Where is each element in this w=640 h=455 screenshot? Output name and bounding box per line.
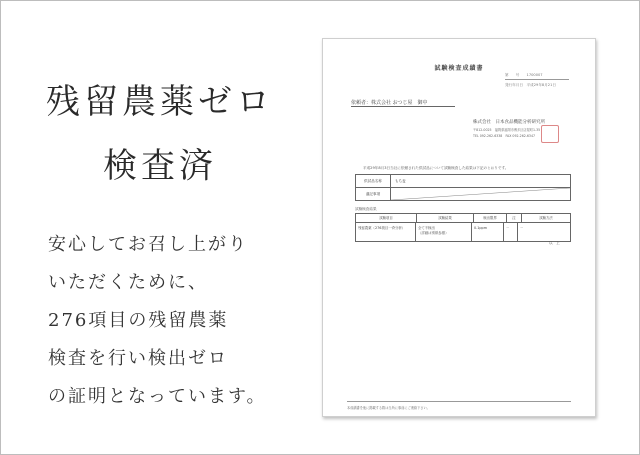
table-row — [356, 223, 570, 241]
table-header-row — [356, 214, 570, 223]
body-line: 検査を行い検出ゼロ — [48, 348, 228, 369]
certificate-number: 第 号 1700007 — [505, 73, 543, 77]
end-mark: 以 上 — [549, 241, 560, 245]
table-row — [356, 188, 570, 200]
table-header-cell: 試験結果 — [417, 214, 474, 222]
table-row — [356, 175, 570, 188]
headline — [20, 70, 300, 198]
table-header-cell: 検出限界 — [474, 214, 507, 222]
address-line: 〒812-0025 福岡県福岡市博多区店屋町1-35 — [473, 128, 541, 132]
table-cell-note: － — [504, 223, 518, 241]
headline-line-2: 検査済 — [103, 146, 217, 186]
body-line: 276項目の残留農薬 — [48, 310, 229, 331]
address-line: TEL 092-262-6338 FAX 092-262-6347 — [473, 133, 536, 138]
table-cell-value: もち麦 — [395, 179, 406, 183]
body-line: の証明となっています。 — [48, 386, 267, 407]
table-header-cell: 試験方法 — [539, 216, 553, 220]
certificate-intro: 平成29年8月3日当社に依頼された供試品について試験検査した結果は下記のとおりです。 — [363, 166, 509, 170]
company-seal-stamp — [541, 125, 559, 143]
body-text — [48, 226, 308, 416]
sample-info-table — [355, 174, 571, 201]
result-line: （詳細は別紙参照） — [418, 231, 449, 235]
divider — [351, 106, 455, 107]
table-cell-method: － — [520, 226, 524, 230]
divider — [505, 79, 569, 80]
certificate-document — [322, 38, 596, 417]
body-line: いただくために、 — [48, 272, 208, 293]
result-line: 全て不検出 — [418, 226, 435, 230]
divider — [347, 401, 571, 402]
table-cell-label: 適記事項 — [356, 188, 391, 200]
results-table — [355, 213, 571, 242]
table-cell-value — [391, 188, 570, 200]
table-cell-label: 供試品名称 — [356, 175, 391, 187]
certificate-footnote: 本成績書を他に掲載する際は当所に事前にご連絡下さい。 — [347, 406, 430, 410]
table-cell-result — [416, 223, 472, 241]
headline-line-1: 残留農薬ゼロ — [46, 82, 274, 122]
results-caption: 試験検査結果 — [355, 207, 377, 211]
table-cell-item: 残留農薬（276項目一斉分析） — [356, 223, 416, 241]
certificate-title: 試験検査成績書 — [434, 65, 484, 72]
issuer-address — [473, 128, 540, 139]
strike-diagonal — [391, 188, 570, 200]
certificate-issuer: 株式会社 日本食品機能分析研究所 — [473, 120, 545, 125]
certificate-recipient: 依頼者：株式会社 おつじ屋 御中 — [351, 100, 428, 106]
table-header-cell: 注 — [507, 214, 522, 222]
body-line: 安心してお召し上がり — [48, 234, 248, 255]
certificate-date: 発行年月日 平成29年8月21日 — [505, 83, 556, 87]
table-header-cell: 試験項目 — [356, 214, 417, 222]
table-cell-limit: 0.1ppm — [472, 223, 504, 241]
